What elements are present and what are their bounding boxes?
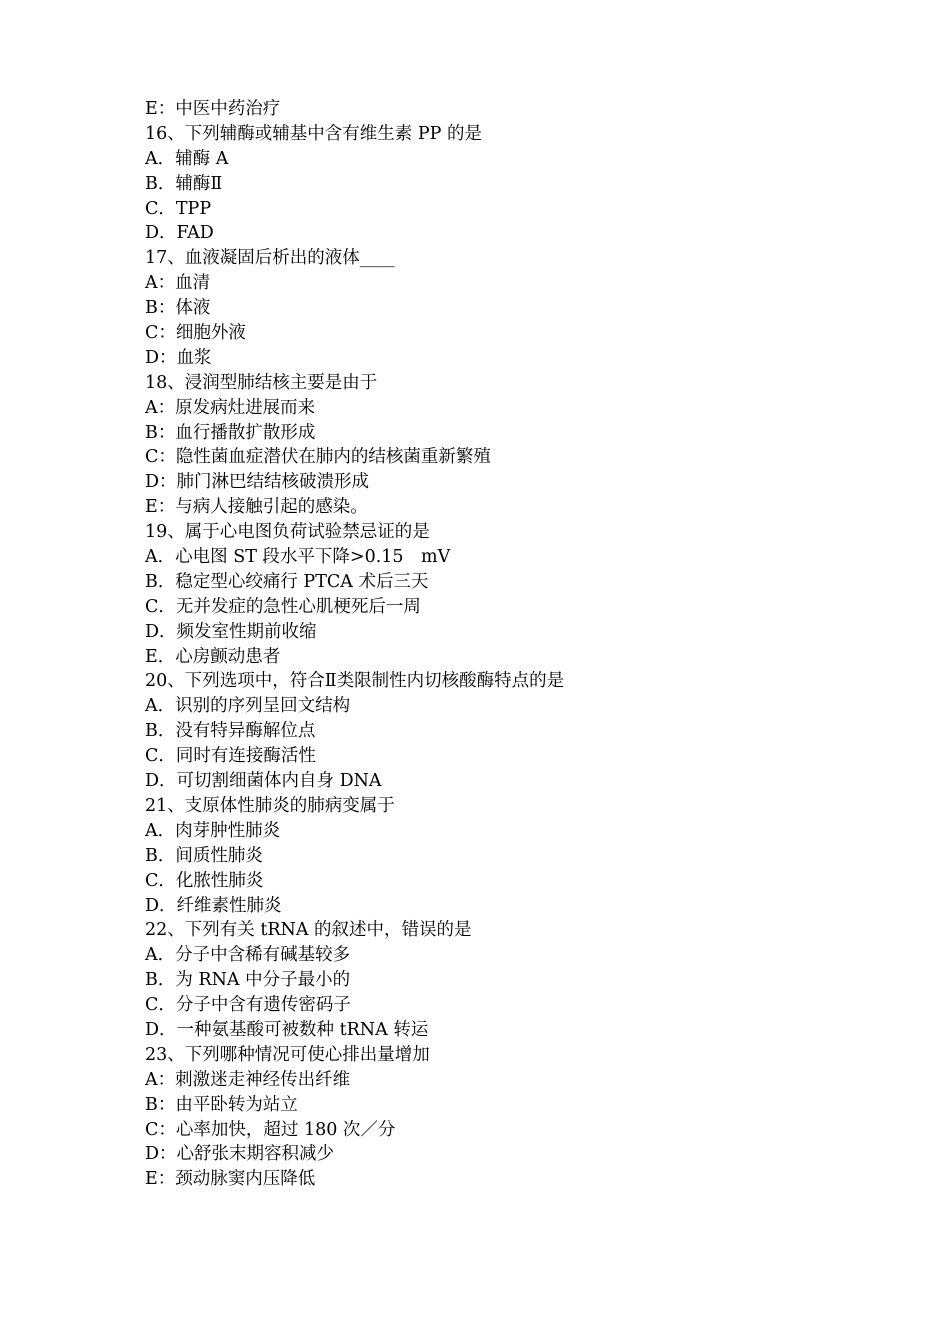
text-line: B：由平卧转为站立 [145,1094,298,1115]
text-line: A．肉芽肿性肺炎 [145,820,281,841]
text-line: A：刺激迷走神经传出纤维 [145,1069,351,1090]
text-line: C：细胞外液 [145,323,246,344]
text-line: 20、下列选项中，符合Ⅱ类限制性内切核酸酶特点的是 [145,671,565,692]
text-line: B：血行播散扩散形成 [145,422,316,443]
text-line: D：肺门淋巴结结核破溃形成 [145,472,370,493]
text-line: 16、下列辅酶或辅基中含有维生素 PP 的是 [145,123,482,144]
text-line: 18、浸润型肺结核主要是由于 [145,372,378,393]
text-line: B．为 RNA 中分子最小的 [145,970,351,991]
text-line: D．纤维素性肺炎 [145,895,282,916]
text-line: A．分子中含稀有碱基较多 [145,945,351,966]
text-line: B．稳定型心绞痛行 PTCA 术后三天 [145,571,429,592]
text-line: D．一种氨基酸可被数种 tRNA 转运 [145,1019,429,1040]
text-line: B．没有特异酶解位点 [145,721,316,742]
text-line: C：隐性菌血症潜伏在肺内的结核菌重新繁殖 [145,447,491,468]
text-line: E：中医中药治疗 [145,99,281,119]
text-line: A：血清 [145,273,211,294]
text-line: A．辅酶 A [145,148,229,169]
text-line: C．分子中含有遗传密码子 [145,995,351,1016]
text-line: 19、属于心电图负荷试验禁忌证的是 [145,522,430,543]
text-line: A：原发病灶进展而来 [145,397,316,418]
text-line: E．心房颤动患者 [145,646,281,667]
text-line: 23、下列哪种情况可使心排出量增加 [145,1044,430,1065]
text-line: B：体液 [145,298,211,319]
text-line: D：血浆 [145,347,212,368]
text-line: C．无并发症的急性心肌梗死后一周 [145,596,421,617]
text-line: C．TPP [145,198,212,219]
text-line: C．化脓性肺炎 [145,870,264,891]
text-line: E：与病人接触引起的感染。 [145,497,368,518]
text-line: 17、血液凝固后析出的液体____ [145,248,395,269]
text-line: B．辅酶Ⅱ [145,173,223,194]
text-line: A．心电图 ST 段水平下降>0.15 mV [145,547,451,568]
text-line: 21、支原体性肺炎的肺病变属于 [145,795,395,816]
text-line: D．可切割细菌体内自身 DNA [145,771,382,792]
text-line: B．间质性肺炎 [145,845,263,866]
text-line: D．频发室性期前收缩 [145,621,317,642]
text-line: C：心率加快，超过 180 次／分 [145,1119,396,1140]
text-line: C．同时有连接酶活性 [145,746,316,767]
text-line: D：心舒张末期容积减少 [145,1144,335,1165]
text-line: 22、下列有关 tRNA 的叙述中，错误的是 [145,920,472,941]
question-list [145,97,865,1192]
text-line: A．识别的序列呈回文结构 [145,696,351,717]
text-line: E：颈动脉窦内压降低 [145,1169,316,1190]
text-line: D．FAD [145,223,214,244]
